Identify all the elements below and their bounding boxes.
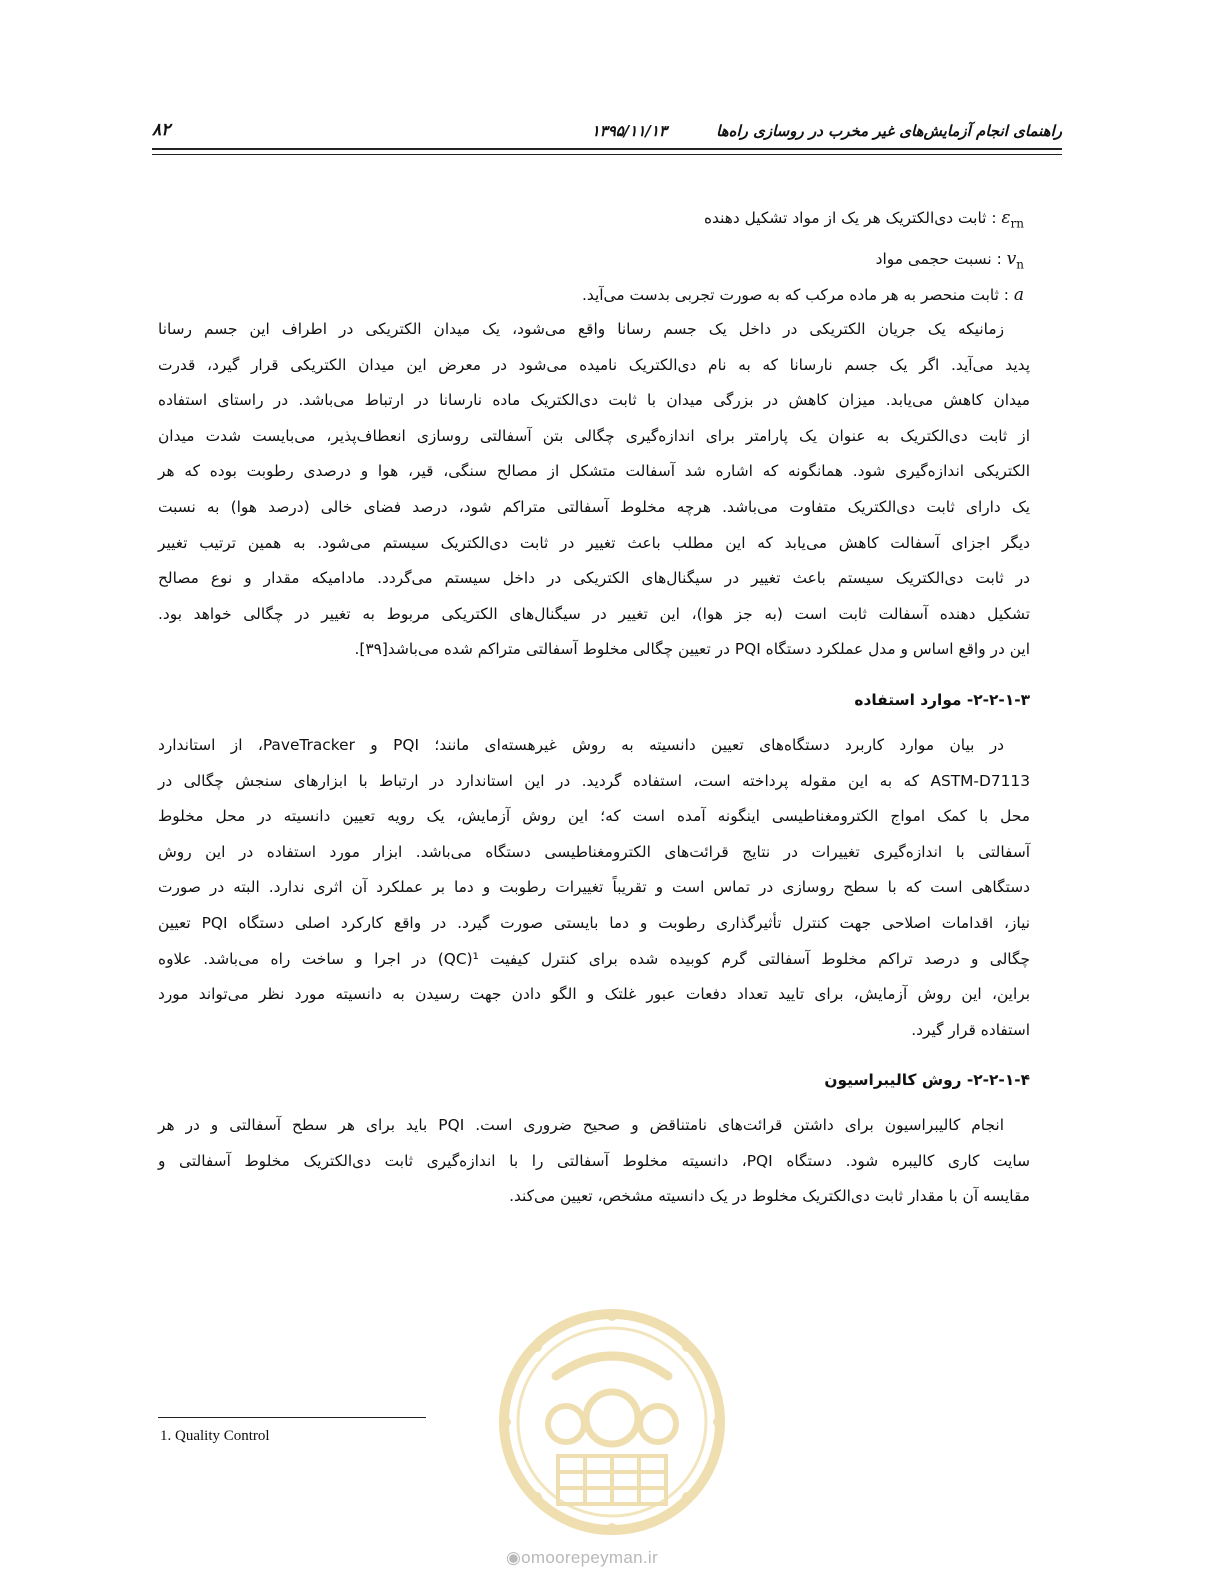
text-line: محل با کمک امواج الکترومغناطیسی اینگونه آمده است که؛ این روش آزمایش، یک رویه تعیین دانسیته در محل مخلوط [158, 807, 1030, 826]
text-line: این در واقع اساس و مدل عملکرد دستگاه PQI در تعیین چگالی مخلوط آسفالتی متراکم شده می‌باشد[۳۹]. [354, 640, 1030, 659]
text-line: ASTM-D7113 که به این مقوله پرداخته است، استفاده گردید. در این استاندارد در ارتباط با ابزارهای سنجش چگالی در [158, 771, 1030, 790]
text-line: میدان کاهش می‌یابد. میزان کاهش در بزرگی میدان با ثابت دی‌الکتریک ماده نارسانا در ارتباط می‌باشد. در راستای استفاده [158, 391, 1030, 410]
seal-logo-icon [496, 1306, 728, 1538]
header-rule-thin [152, 154, 1062, 155]
text-line: آسفالتی با اندازه‌گیری تغییرات در نتایج قرائت‌های الکترومغناطیسی دستگاه می‌باشد. ابزار مورد استفاده در این روش [158, 842, 1030, 861]
text-line: دیگر اجزای آسفالت کاهش می‌یابد که این مطلب باعث تغییر در ثابت دی‌الکتریک سیستم می‌شود. به همین ترتیب تغییر [158, 533, 1030, 552]
text-line: زمانیکه یک جریان الکتریکی در داخل یک جسم رسانا واقع می‌شود، یک میدان الکتریکی در اطراف این جسم رسانا [158, 320, 1004, 338]
text-line: از ثابت دی‌الکتریک به عنوان یک پارامتر برای اندازه‌گیری چگالی بتن آسفالتی روسازی انعطاف‌پذیر، می‌بایست شدت میدان [158, 426, 1030, 445]
symbol: $\varepsilon_{rn}$ [1001, 208, 1024, 231]
running-header [152, 118, 1062, 148]
text-line: مقایسه آن با مقدار ثابت دی‌الکتریک مخلوط در یک دانسیته مشخص، تعیین می‌کند. [509, 1187, 1030, 1206]
page-number: ۸۲ [152, 120, 171, 140]
text-line: پدید می‌آید. اگر یک جسم نارسانا که به نام دی‌الکتریک نامیده می‌شود در معرض این میدان الکتریکی قرار گیرد، قدرت [158, 355, 1030, 374]
text-line: براین، این روش آزمایش، برای تایید تعداد دفعات عبور غلتک و الگو دادن جهت رسیدن به دانسیته مورد نظر می‌تواند مورد [158, 985, 1030, 1004]
text-line: الکتریکی اندازه‌گیری شود. همانگونه که اشاره شد آسفالت متشکل از مصالح سنگی، قیر، هوا و درصدی رطوبت بوده که هر [158, 462, 1030, 481]
text-line: انجام کالیبراسیون برای داشتن قرائت‌های نامتناقض و صحیح ضروری است. PQI باید برای هر سطح آسفالتی و در هر [158, 1116, 1004, 1135]
header-rule-thick [152, 148, 1062, 150]
definition-text: نسبت حجمی مواد [875, 250, 992, 268]
header-title: راهنمای انجام آزمایش‌های غیر مخرب در روسازی راه‌ها [716, 122, 1062, 140]
section-heading-applications: ۲-۲-۱-۳- موارد استفاده [854, 690, 1030, 709]
footnote: 1. Quality Control [160, 1428, 270, 1444]
text-line: نیاز، اقدامات اصلاحی جهت کنترل تأثیرگذاری رطوبت و دما بایستی صورت گیرد. در واقع کارکرد اصلی دستگاه PQI تعیین [158, 913, 1031, 932]
paragraph-applications [158, 728, 1030, 1048]
section-heading-calibration: ۲-۲-۱-۴- روش کالیبراسیون [824, 1071, 1030, 1090]
text-line: تشکیل دهنده آسفالت ثابت است (به جز هوا)، این تغییر در سیگنال‌های الکتریکی مربوط به تغییر در چگالی خواهد بود. [158, 604, 1030, 623]
header-date: ۱۳۹۵/۱۱/۱۳ [591, 122, 667, 140]
symbol: $v_n$ [1006, 249, 1024, 272]
body-content [158, 198, 1030, 1215]
definition-v: $v_n$ : نسبت حجمی مواد [875, 249, 1024, 272]
text-line: استفاده قرار گیرد. [911, 1020, 1030, 1039]
paragraph-calibration [158, 1108, 1030, 1215]
watermark-url: ◉omoorepeyman.ir [506, 1548, 658, 1567]
text-line: دستگاهی است که با سطح روسازی در تماس است و تقریباً تغییرات رطوبت و دما بر عملکرد آن اثری ندارد. البته در صورت [158, 878, 1030, 897]
footnote-rule [158, 1417, 426, 1418]
symbol: a [1013, 285, 1024, 305]
definition-eps: $\varepsilon_{rn}$ : ثابت دی‌الکتریک هر یک از مواد تشکیل دهنده [703, 208, 1024, 231]
paragraph-dielectric [158, 312, 1030, 668]
text-line: در ثابت دی‌الکتریک سیستم باعث تغییر در سیگنال‌های الکتریکی در داخل سیستم می‌گردد. مادامیکه مقدار و نوع مصالح [158, 569, 1030, 588]
text-line: در بیان موارد کاربرد دستگاه‌های تعیین دانسیته به روش غیرهسته‌ای مانند؛ PQI و PaveTracker، از استاندارد [158, 735, 1005, 754]
text-line: چگالی و درصد تراکم مخلوط آسفالتی گرم کوبیده شده برای کنترل کیفیت ¹(QC) در اجرا و ساخت راه می‌باشد. علاوه [158, 949, 1030, 968]
definition-a: a : ثابت منحصر به هر ماده مرکب که به صورت تجربی بدست می‌آید. [582, 285, 1024, 305]
text-line: یک دارای ثابت دی‌الکتریک متفاوت می‌باشد. هرچه مخلوط آسفالتی متراکم شود، درصد فضای خالی (درصد هوا) به نسبت [158, 497, 1030, 516]
text-line: سایت کاری کالیبره شود. دستگاه PQI، دانسیته مخلوط آسفالتی را با اندازه‌گیری ثابت دی‌الکتریک مخلوط آسفالتی و [158, 1151, 1030, 1170]
definition-text: ثابت منحصر به هر ماده مرکب که به صورت تجربی بدست می‌آید. [582, 286, 999, 304]
definition-text: ثابت دی‌الکتریک هر یک از مواد تشکیل دهنده [703, 209, 987, 227]
